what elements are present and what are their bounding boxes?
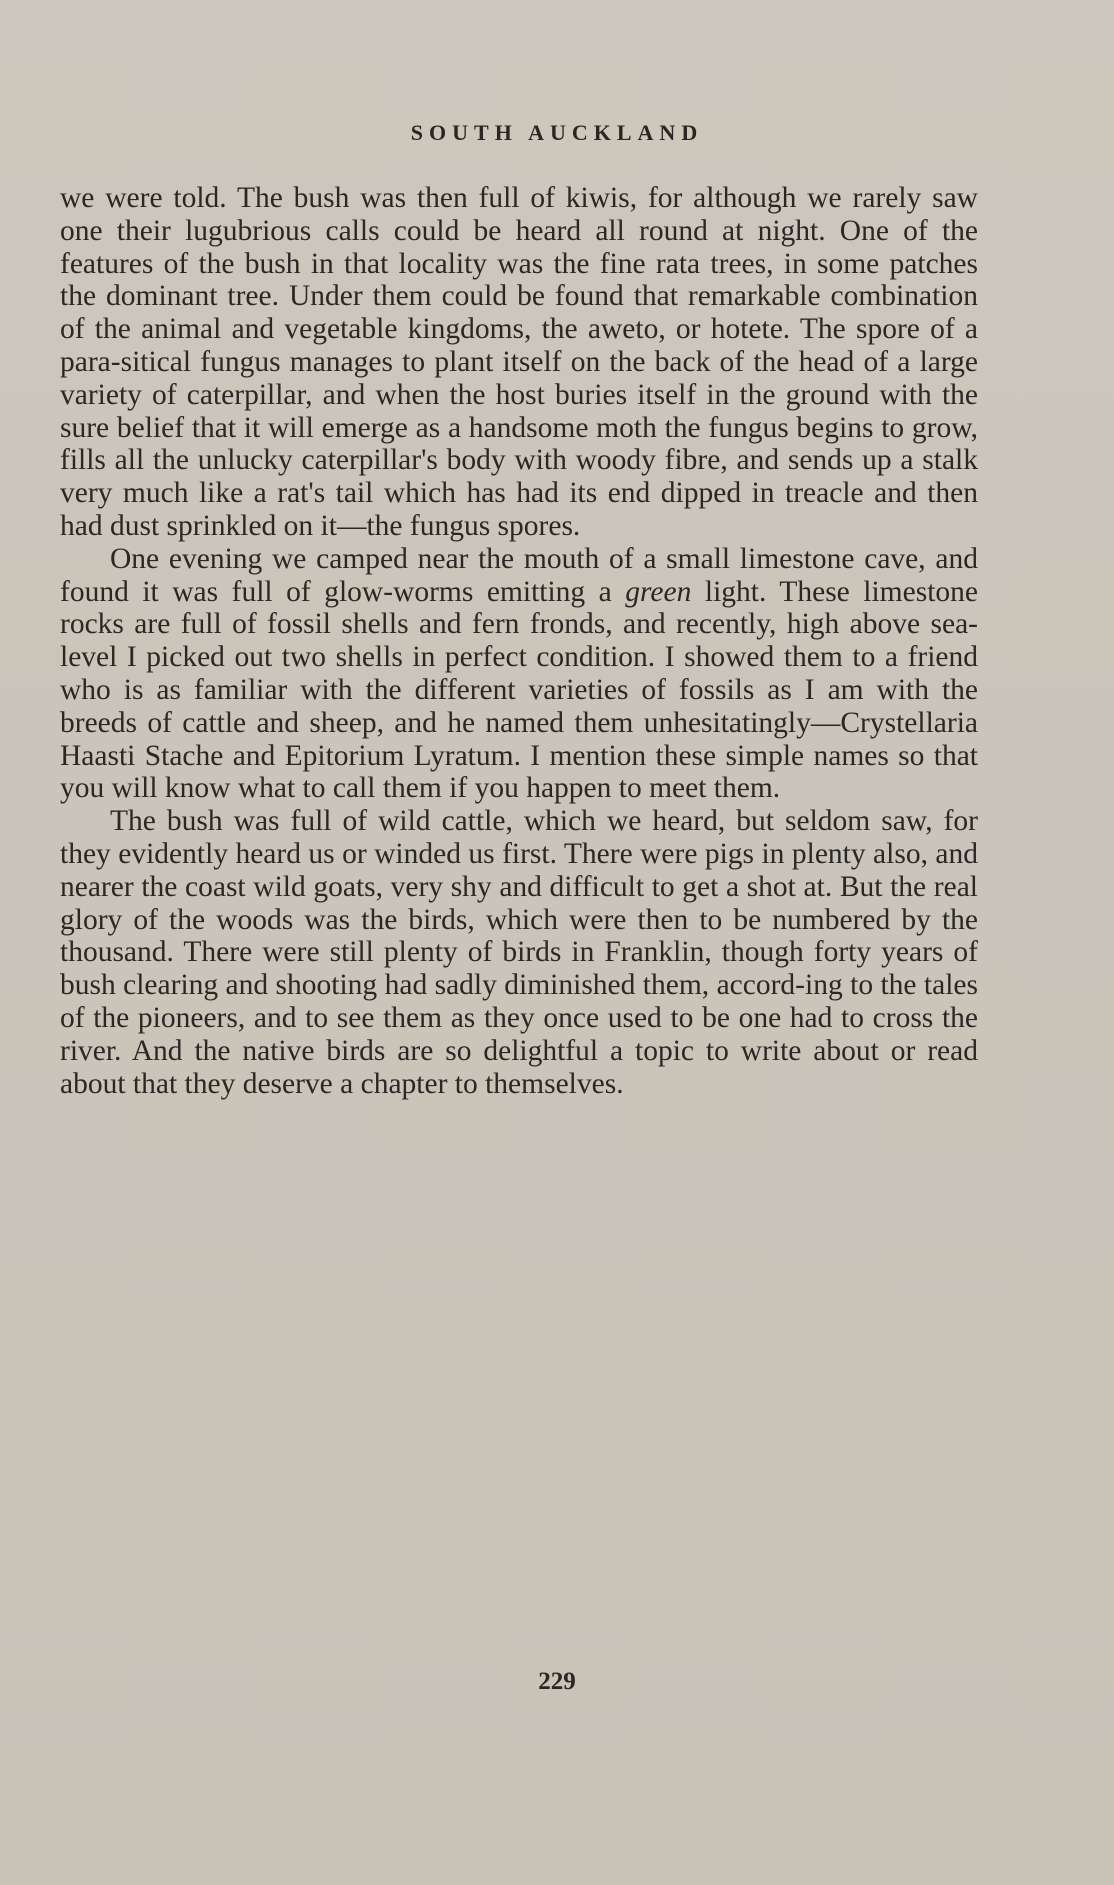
italic-word-green: green (625, 575, 692, 608)
paragraph-3: The bush was full of wild cattle, which we heard, but seldom saw, for they evidently heard us or winded us first. There were pigs in plenty also, and nearer the coast wild goats, very shy and difficult to get a shot at. But the real glory of the woods was the birds, which were then to be numbered by the thousand. There were still plenty of birds in Franklin, though forty years of bush clearing and shooting had sadly diminished them, accord-ing to the tales of the pioneers, and to see them as they once used to be one had to cross the river. And the native birds are so delightful a topic to write about or read about that they deserve a chapter to themselves. (60, 805, 978, 1100)
paragraph-2 (60, 543, 978, 805)
paragraph-2-part-2: light. These limestone rocks are full of fossil shells and fern fronds, and recently, high above sea-level I picked out two shells in perfect condition. I showed them to a friend who is as familiar with the different varieties of fossils as I am with the breeds of cattle and sheep, and he named them unhesitatingly—Crystellaria Haasti Stache and Epitorium Lyratum. I mention these simple names so that you will know what to call them if you happen to meet them. (60, 575, 978, 805)
paragraph-1: we were told. The bush was then full of kiwis, for although we rarely saw one their lugubrious calls could be heard all round at night. One of the features of the bush in that locality was the fine rata trees, in some patches the dominant tree. Under them could be found that remarkable combination of the animal and vegetable kingdoms, the aweto, or hotete. The spore of a para-sitical fungus manages to plant itself on the back of the head of a large variety of caterpillar, and when the host buries itself in the ground with the sure belief that it will emerge as a handsome moth the fungus begins to grow, fills all the unlucky caterpillar's body with woody fibre, and sends up a stalk very much like a rat's tail which has had its end dipped in treacle and then had dust sprinkled on it—the fungus spores. (60, 182, 978, 542)
body-text (60, 182, 978, 1100)
page-number: 229 (538, 1668, 576, 1695)
paragraph-2-part-1: One evening we camped near the mouth of a small limestone cave, and found it was full of glow-worms emitting a (60, 542, 978, 608)
running-head: SOUTH AUCKLAND (410, 120, 704, 145)
